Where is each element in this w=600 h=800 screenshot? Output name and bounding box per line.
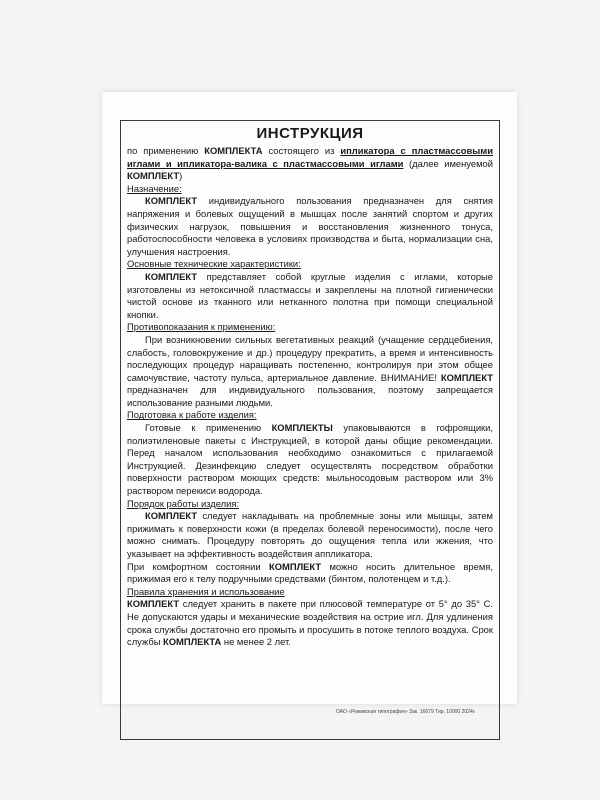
instruction-sheet (102, 92, 517, 715)
storage-paragraph: КОМПЛЕКТ следует хранить в пакете при плюсовой температуре от 5° до 35° С. Не допускаются удары и механические воздействия на острие игл. Для удлинения срока службы достаточно его промыть и просушить в потоке теплого воздуха. Срок службы КОМПЛЕКТА не менее 2 лет. (127, 598, 493, 648)
instruction-frame (120, 120, 500, 740)
section-heading-contraindications: Противопоказания к применению: (127, 321, 276, 333)
preparation-paragraph: Готовые к применению КОМПЛЕКТЫ упаковываются в гофроящики, полиэтиленовые пакеты с Инструкцией, в которой даны общие рекомендации. Перед началом использования необходимо ознакомиться с прилагаемой Инструкцией. Дезинфекцию следует осуществлять посредством обработки поверхности раствором моющих средств: мыльносодовым раствором или 3% раствором перекиси водорода. (127, 422, 493, 497)
section-heading-specs: Основные технические характеристики: (127, 258, 301, 270)
section-heading-usage: Порядок работы изделия: (127, 497, 240, 509)
document-title: ИНСТРУКЦИЯ (256, 125, 364, 142)
section-heading-preparation: Подготовка к работе изделия: (127, 409, 257, 421)
contraindications-paragraph: При возникновении сильных вегетативных реакций (учащение сердцебиения, слабость, головокружение и др.) процедуру прекратить, а время и интенсивность последующих процедур наращивать постепенно, контролируя при этом общее самочувствие, частоту пульса, артериальное давление. ВНИМАНИЕ! КОМПЛЕКТ предназначен для индивидуального пользования, поэтому запрещается использование разными людьми. (127, 333, 493, 408)
specs-paragraph: КОМПЛЕКТ представляет собой круглые изделия с иглами, которые изготовлены из нетоксичной пластмассы и закреплены на плотной гигиенически чистой основе из тканного или нетканного полотна при помощи специальной кнопки. (127, 270, 493, 320)
section-heading-purpose: Назначение: (127, 182, 182, 194)
section-heading-storage: Правила хранения и использование (127, 585, 285, 597)
intro-paragraph: по применению КОМПЛЕКТА состоящего из ипликатора с пластмассовыми иглами и ипликатора-валика с пластмассовыми иглами (далее именуемой КОМПЛЕКТ) (127, 145, 493, 182)
usage-paragraph: КОМПЛЕКТ следует накладывать на проблемные зоны или мышцы, затем прижимать к поверхности кожи (в пределах болевой переносимости), после чего можно снимать. Процедуру повторять до ощущения тепла или жжения, что указывает на эффективность воздействия аппликатора. (127, 510, 493, 559)
usage-comfort-paragraph: При комфортном состоянии КОМПЛЕКТ можно носить длительное время, прижимая его к телу подручными средствами (бинтом, полотенцем и т.д.). (127, 560, 493, 585)
purpose-paragraph: КОМПЛЕКТ индивидуального пользования предназначен для снятия напряжения и болевых ощущений в мышцах после занятий спортом и других физических нагрузок, повышения и восстановления жизненного тонуса, работоспособности человека в условиях производства и быта, нормализации сна, улучшения настроения. (127, 195, 493, 257)
printer-imprint: ОАО «Реживская типография» Зак. 16679 Тир. 10000 2024г. (336, 709, 476, 715)
